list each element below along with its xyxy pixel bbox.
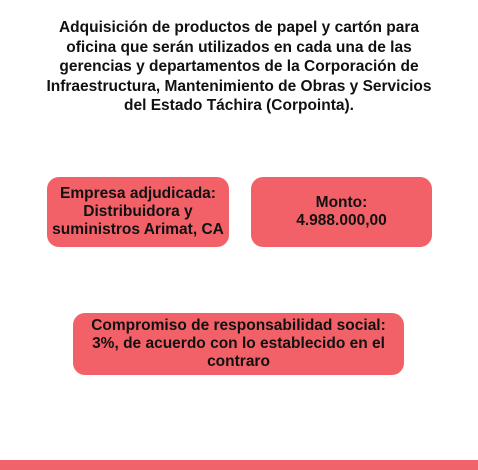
social-responsibility-box — [73, 313, 404, 375]
bottom-accent-bar — [0, 460, 478, 470]
company-label: Empresa adjudicada: — [60, 185, 216, 202]
commitment-label: Compromiso de responsabilidad social: — [91, 317, 386, 334]
page-heading — [20, 18, 458, 116]
awarded-company-box — [47, 177, 229, 247]
company-name-line: Distribuidora y — [83, 203, 193, 220]
amount-box — [251, 177, 432, 247]
heading-line: oficina que serán utilizados en cada una de las — [66, 38, 412, 56]
amount-value: 4.988.000,00 — [296, 212, 387, 229]
heading-line: Adquisición de productos de papel y cartón para — [58, 19, 419, 36]
heading-line: del Estado Táchira (Corpointa). — [124, 97, 354, 114]
amount-label: Monto: — [315, 194, 368, 211]
commitment-text-line: contraro — [207, 353, 270, 370]
commitment-text-line: 3%, de acuerdo con lo establecido en el — [92, 335, 385, 352]
heading-line: gerencias y departamentos de la Corporación de — [59, 58, 419, 75]
heading-line: Infraestructura, Mantenimiento de Obras y Servicios — [46, 77, 432, 95]
company-name-line: suministros Arimat, CA — [52, 221, 224, 238]
